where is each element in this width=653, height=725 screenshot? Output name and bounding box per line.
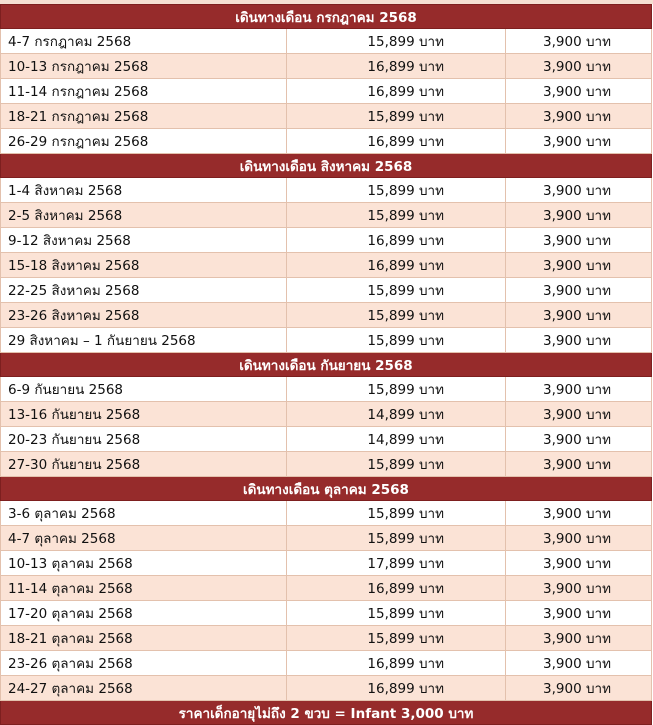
table-row [1,29,652,54]
travel-date-cell: 13-16 กันยายน 2568 [1,402,287,427]
travel-date-cell: 18-21 กรกฎาคม 2568 [1,104,287,129]
table-row [1,79,652,104]
tour-price-cell: 15,899 บาท [287,178,506,203]
single-supplement-cell: 3,900 บาท [506,626,652,651]
single-supplement-cell: 3,900 บาท [506,526,652,551]
infant-price-footer [1,701,652,725]
tour-price-cell: 15,899 บาท [287,104,506,129]
tour-price-cell: 15,899 บาท [287,328,506,353]
travel-date-cell: 24-27 ตุลาคม 2568 [1,676,287,701]
table-row [1,626,652,651]
single-supplement-cell: 3,900 บาท [506,576,652,601]
table-row [1,54,652,79]
month-section-header [1,477,652,501]
table-row [1,377,652,402]
travel-date-cell: 17-20 ตุลาคม 2568 [1,601,287,626]
table-row [1,228,652,253]
tour-price-cell: 14,899 บาท [287,402,506,427]
single-supplement-cell: 3,900 บาท [506,79,652,104]
month-heading: เดินทางเดือน กรกฎาคม 2568 [1,5,652,29]
price-table-body [1,5,652,725]
table-row [1,526,652,551]
single-supplement-cell: 3,900 บาท [506,203,652,228]
tour-price-cell: 14,899 บาท [287,427,506,452]
travel-date-cell: 18-21 ตุลาคม 2568 [1,626,287,651]
single-supplement-cell: 3,900 บาท [506,253,652,278]
tour-price-cell: 16,899 บาท [287,228,506,253]
table-row [1,427,652,452]
travel-date-cell: 4-7 กรกฎาคม 2568 [1,29,287,54]
table-row [1,501,652,526]
single-supplement-cell: 3,900 บาท [506,377,652,402]
tour-price-cell: 15,899 บาท [287,203,506,228]
single-supplement-cell: 3,900 บาท [506,328,652,353]
tour-price-cell: 15,899 บาท [287,278,506,303]
infant-price-note: ราคาเด็กอายุไม่ถึง 2 ขวบ = Infant 3,000 บาท [1,701,652,725]
table-row [1,551,652,576]
table-row [1,278,652,303]
table-row [1,203,652,228]
table-row [1,253,652,278]
tour-price-cell: 16,899 บาท [287,651,506,676]
travel-date-cell: 26-29 กรกฎาคม 2568 [1,129,287,154]
single-supplement-cell: 3,900 บาท [506,501,652,526]
tour-price-cell: 15,899 บาท [287,626,506,651]
single-supplement-cell: 3,900 บาท [506,601,652,626]
travel-date-cell: 15-18 สิงหาคม 2568 [1,253,287,278]
tour-price-cell: 15,899 บาท [287,377,506,402]
travel-date-cell: 27-30 กันยายน 2568 [1,452,287,477]
tour-price-table [0,4,652,725]
tour-price-cell: 15,899 บาท [287,526,506,551]
travel-date-cell: 3-6 ตุลาคม 2568 [1,501,287,526]
month-section-header [1,353,652,377]
travel-date-cell: 10-13 กรกฎาคม 2568 [1,54,287,79]
single-supplement-cell: 3,900 บาท [506,427,652,452]
table-row [1,576,652,601]
tour-price-cell: 15,899 บาท [287,601,506,626]
travel-date-cell: 20-23 กันยายน 2568 [1,427,287,452]
month-section-header [1,154,652,178]
table-row [1,303,652,328]
tour-price-cell: 16,899 บาท [287,576,506,601]
tour-price-cell: 16,899 บาท [287,253,506,278]
table-row [1,402,652,427]
travel-date-cell: 11-14 ตุลาคม 2568 [1,576,287,601]
table-row [1,328,652,353]
single-supplement-cell: 3,900 บาท [506,29,652,54]
table-row [1,651,652,676]
single-supplement-cell: 3,900 บาท [506,651,652,676]
table-row [1,104,652,129]
tour-price-cell: 16,899 บาท [287,676,506,701]
single-supplement-cell: 3,900 บาท [506,129,652,154]
travel-date-cell: 22-25 สิงหาคม 2568 [1,278,287,303]
tour-price-cell: 15,899 บาท [287,452,506,477]
tour-price-cell: 17,899 บาท [287,551,506,576]
single-supplement-cell: 3,900 บาท [506,452,652,477]
tour-price-cell: 15,899 บาท [287,303,506,328]
single-supplement-cell: 3,900 บาท [506,54,652,79]
travel-date-cell: 23-26 สิงหาคม 2568 [1,303,287,328]
month-heading: เดินทางเดือน กันยายน 2568 [1,353,652,377]
month-section-header [1,5,652,29]
table-row [1,676,652,701]
single-supplement-cell: 3,900 บาท [506,676,652,701]
single-supplement-cell: 3,900 บาท [506,178,652,203]
travel-date-cell: 10-13 ตุลาคม 2568 [1,551,287,576]
table-row [1,129,652,154]
single-supplement-cell: 3,900 บาท [506,278,652,303]
tour-price-cell: 15,899 บาท [287,29,506,54]
tour-price-cell: 16,899 บาท [287,54,506,79]
tour-price-cell: 15,899 บาท [287,501,506,526]
month-heading: เดินทางเดือน ตุลาคม 2568 [1,477,652,501]
tour-price-cell: 16,899 บาท [287,129,506,154]
travel-date-cell: 2-5 สิงหาคม 2568 [1,203,287,228]
single-supplement-cell: 3,900 บาท [506,228,652,253]
travel-date-cell: 11-14 กรกฎาคม 2568 [1,79,287,104]
single-supplement-cell: 3,900 บาท [506,402,652,427]
single-supplement-cell: 3,900 บาท [506,303,652,328]
travel-date-cell: 6-9 กันยายน 2568 [1,377,287,402]
travel-date-cell: 23-26 ตุลาคม 2568 [1,651,287,676]
table-row [1,178,652,203]
table-row [1,452,652,477]
travel-date-cell: 1-4 สิงหาคม 2568 [1,178,287,203]
travel-date-cell: 4-7 ตุลาคม 2568 [1,526,287,551]
single-supplement-cell: 3,900 บาท [506,104,652,129]
single-supplement-cell: 3,900 บาท [506,551,652,576]
tour-price-cell: 16,899 บาท [287,79,506,104]
month-heading: เดินทางเดือน สิงหาคม 2568 [1,154,652,178]
travel-date-cell: 29 สิงหาคม – 1 กันยายน 2568 [1,328,287,353]
travel-date-cell: 9-12 สิงหาคม 2568 [1,228,287,253]
table-row [1,601,652,626]
